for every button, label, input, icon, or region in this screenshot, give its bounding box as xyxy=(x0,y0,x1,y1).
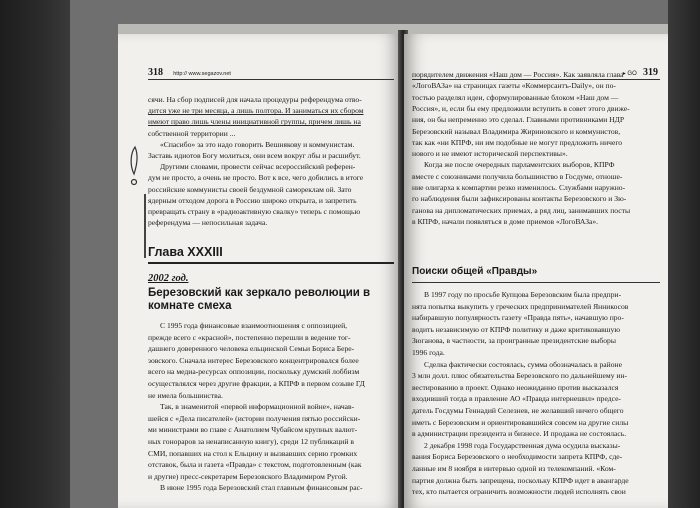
scan-edge-left xyxy=(0,0,70,508)
text-line: не имела большинства. xyxy=(148,390,223,400)
text-line: Сделка фактически состоялась, сумма обозначалась в районе xyxy=(424,359,622,369)
go-marker: ▸ GO xyxy=(622,71,637,77)
text-line: 2 декабря 1998 года Государственная дума осудила высказы- xyxy=(424,440,621,450)
text-line: входивший тогда в правление АО «Правда интернешнл» предсе- xyxy=(412,394,621,404)
text-line: тех, кто пытается ограничить возможности людей исполнять свои xyxy=(412,487,626,497)
text-line: всего на медиа-ресурсах оппозиции, поскольку думский лоббизм xyxy=(148,367,360,377)
text-line: ние олигарха к компартии резко изменилось. Службами наружно- xyxy=(412,183,626,192)
text-line: В июне 1995 года Березовский стал главным финансовым рас- xyxy=(160,483,363,493)
left-page-url: http:// www.segazov.net xyxy=(173,71,231,77)
text-line: «ЛогоВАЗа» на страницах газеты «Коммерсантъ-Daily», он по- xyxy=(412,81,616,91)
subheading: Поиски общей «Правды» xyxy=(412,266,538,277)
text-line: нового и не имеют исторической перспективы». xyxy=(412,149,568,159)
chapter-rule xyxy=(148,262,394,264)
subheading-rule xyxy=(412,282,660,283)
text-line: «Спасибо» за это надо говорить Вешнякову и коммунистам. xyxy=(160,139,355,149)
text-line: сячи. На сбор подписей для начала процедуры референдума отво- xyxy=(148,95,362,104)
right-page-number: 319 xyxy=(643,67,658,78)
text-line: партия должна быть запрещена, поскольку КПРФ идет в авангарде xyxy=(412,475,629,485)
text-line: шейся с «Дела писателей» (истории получения пятью российски- xyxy=(148,413,361,423)
text-line: нята попытка выкупить у греческих предпринимателей Янникосов xyxy=(412,301,629,311)
text-line: в администрации президента и бизнесе. И продажа не состоялась. xyxy=(412,429,627,439)
text-line: имеют право лишь члены инициативной группы, причем лишь на xyxy=(148,117,361,127)
text-line: вания Бориса Березовского о необходимости запрета КПРФ, сде- xyxy=(412,452,623,462)
text-line: 3 млн долл. плюс обязательства Березовского по дальнейшему ин- xyxy=(412,371,628,381)
text-line: Березовский называл Владимира Жириновского и коммунистов, xyxy=(412,126,621,136)
text-line: иметь с Березовским и ориентировавшийся совсем на другие силы xyxy=(412,417,629,427)
text-line: собственной территории ... xyxy=(148,128,236,138)
chapter-heading: Глава XXXIII xyxy=(148,245,223,259)
text-line: датель Госдумы Геннадий Селезнев, не желавший ничего общего xyxy=(412,406,624,415)
text-line: СМИ, попавших на стол к Ельцину и вызвавших серию громких xyxy=(148,448,358,458)
text-line: референдума — непосильная задача. xyxy=(148,218,268,228)
text-line: в КПРФ, начали появляться в доме приемов «ЛогоВАЗа». xyxy=(412,216,599,226)
text-line: вестированию в проект. Однако неожиданно против высказался xyxy=(412,382,619,392)
text-line: ми министрами во главе с Анатолием Чубайсом крупных валют- xyxy=(148,425,358,435)
text-line: Когда же после очередных парламентских выборов, КПРФ xyxy=(424,160,615,170)
text-line: ния, он бы непременно это сделал. Главными противниками НДР xyxy=(412,115,625,125)
text-line: ланные им 8 ноября в интервью одной из телекомпаний. «Ком- xyxy=(412,464,616,473)
text-line: ганова на дипломатических приемах, а ряд лиц, занимавших посты xyxy=(412,205,631,215)
text-line: осуществлялся через другие фракции, а КПРФ в первом созыве ГД xyxy=(148,379,365,388)
text-line: российские коммунисты своей бездумной самореклам ой. Зато xyxy=(148,184,352,194)
text-line: Зюганова, в частности, за проигранные президентские выборы xyxy=(412,336,616,346)
text-line: так как «ни КПРФ, ни им подобные не могут предложить ничего xyxy=(412,137,623,147)
scan-edge-right xyxy=(668,0,700,508)
text-line: порядителем движения «Наш дом — Россия». Как заявляла глава xyxy=(412,70,624,79)
text-line: В 1997 году по просьбе Купцова Березовским была предпри- xyxy=(424,290,622,299)
handwritten-exclamation-icon xyxy=(126,144,148,190)
text-line: зовского. Сначала интерес Березовского концентрировался более xyxy=(148,355,359,365)
text-line: вместе с союзниками получила большинство в Госдуме, отноше- xyxy=(412,171,623,181)
text-line: 1996 года. xyxy=(412,348,445,357)
text-line: ных гонораров за ненаписанную книгу), среди 12 публикаций в xyxy=(148,437,354,446)
text-line: Другими словами, провести сейчас всероссийский референ- xyxy=(160,162,356,172)
text-line: Заставь идиотов Богу молиться, они всем вокруг лбы и расшибут. xyxy=(148,151,361,160)
text-line: водить независимую от КПРФ политику и даже критиковавшую xyxy=(412,324,621,334)
text-line: дится уже не три месяца, а лишь полтора. И заниматься их сбором xyxy=(148,106,364,116)
text-line: С 1995 года финансовые взаимоотношения с оппозицией, xyxy=(160,321,348,330)
text-line: дашнего доверенного человека ельцинской Семьи Бориса Бере- xyxy=(148,344,355,354)
text-line: прежде всего с «красной», постепенно перешли в ведение тог- xyxy=(148,332,351,342)
text-line: Так, в знаменитой «первой информационной войне», начав- xyxy=(160,402,355,412)
text-line: превращать страну в «радиоактивную свалку» теперь с помощью xyxy=(148,207,361,216)
text-line: Россия», и, если бы ему предложили вступить в совет этого движе- xyxy=(412,103,630,113)
left-page xyxy=(118,34,401,508)
section-year: 2002 год. xyxy=(148,273,189,284)
text-line: го наблюдения были зафиксированы контакты Березовского и Зю- xyxy=(412,194,627,204)
text-line: тостью разделял идеи, сформулированные блоком «Наш дом — xyxy=(412,92,619,102)
text-line: отставок, была и газета «Правда» с текстом, подготовленным (как xyxy=(148,460,362,470)
right-page xyxy=(404,34,668,508)
text-line: дум не просто, а очень не просто. Вот к все, чего добились в итоге xyxy=(148,173,364,183)
text-line: ядерным отходом дорога в Россию широко открыта, и запретить xyxy=(148,195,357,205)
left-page-number: 318 xyxy=(148,67,163,78)
left-page-header xyxy=(148,67,231,78)
text-line: и другие) пресс-секретарем Березовского Владимиром Ругой. xyxy=(148,471,348,481)
section-title: Березовский как зеркало революции в комнате смеха xyxy=(148,287,371,312)
margin-vertical-mark xyxy=(144,194,146,258)
left-header-rule xyxy=(148,79,394,80)
text-line: набиравшую популярность газету «Правда пять», начавшую про- xyxy=(412,313,624,323)
